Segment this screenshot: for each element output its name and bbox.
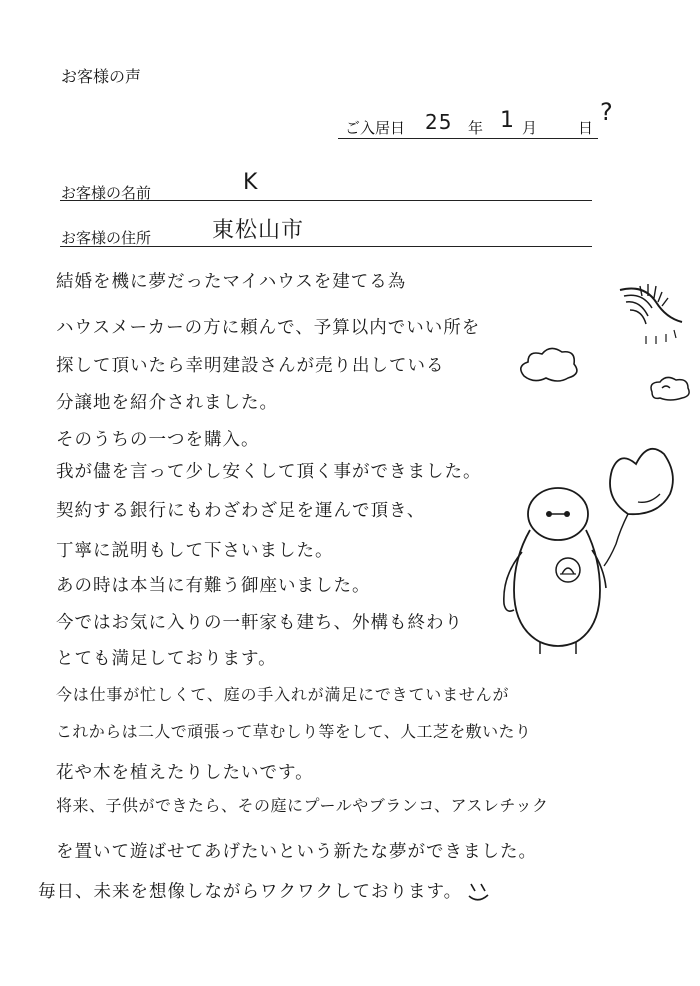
message-line: これからは二人で頑張って草むしり等をして、人工芝を敷いたり <box>56 722 532 741</box>
message-line: 我が儘を言って少し安くして頂く事ができました。 <box>56 462 482 482</box>
message-line: 将来、子供ができたら、その庭にプールやブランコ、アスレチック <box>56 796 549 815</box>
customer-address-label: お客様の住所 <box>61 229 152 247</box>
robot-character-icon <box>500 478 610 658</box>
message-line: そのうちの一つを購入。 <box>56 430 260 450</box>
heart-balloon-icon <box>598 440 678 570</box>
message-line: 結婚を機に夢だったマイハウスを建てる為 <box>56 272 407 292</box>
month-label: 月 <box>522 119 538 137</box>
message-line: あの時は本当に有難う御座いました。 <box>56 576 371 596</box>
move-in-month-value: 1 <box>500 108 515 133</box>
name-underline <box>60 200 592 201</box>
message-line: ハウスメーカーの方に頼んで、予算以内でいい所を <box>56 318 481 338</box>
cloud-icon <box>646 374 696 402</box>
message-line: 丁寧に説明もして下さいました。 <box>56 541 334 561</box>
address-underline <box>60 246 592 247</box>
cloud-icon <box>516 344 582 388</box>
message-line: を置いて遊ばせてあげたいという新たな夢ができました。 <box>56 842 537 862</box>
customer-name-label: お客様の名前 <box>61 184 152 202</box>
move-in-date-underline <box>338 138 598 139</box>
year-label: 年 <box>468 119 484 137</box>
message-line: とても満足しております。 <box>56 649 277 669</box>
smiley-face-icon <box>466 878 496 904</box>
move-in-year-value: 25 <box>425 110 453 134</box>
message-line: 今ではお気に入りの一軒家も建ち、外構も終わり <box>56 613 463 633</box>
move-in-date-label: ご入居日 <box>345 119 406 137</box>
message-line: 毎日、未来を想像しながらワクワクしております。 <box>38 882 463 902</box>
customer-address-value: 東松山市 <box>212 218 305 243</box>
day-label: 日 <box>578 119 594 137</box>
form-title: お客様の声 <box>61 67 142 86</box>
message-line: 分譲地を紹介されました。 <box>56 393 278 413</box>
message-line: 今は仕事が忙しくて、庭の手入れが満足にできていませんが <box>56 685 510 704</box>
customer-name-value: K <box>243 170 259 195</box>
question-mark: ? <box>600 98 614 126</box>
message-line: 花や木を植えたりしたいです。 <box>56 763 314 783</box>
message-line: 探して頂いたら幸明建設さんが売り出している <box>56 356 445 376</box>
sun-icon <box>616 282 696 352</box>
message-line: 契約する銀行にもわざわざ足を運んで頂き、 <box>56 501 426 521</box>
